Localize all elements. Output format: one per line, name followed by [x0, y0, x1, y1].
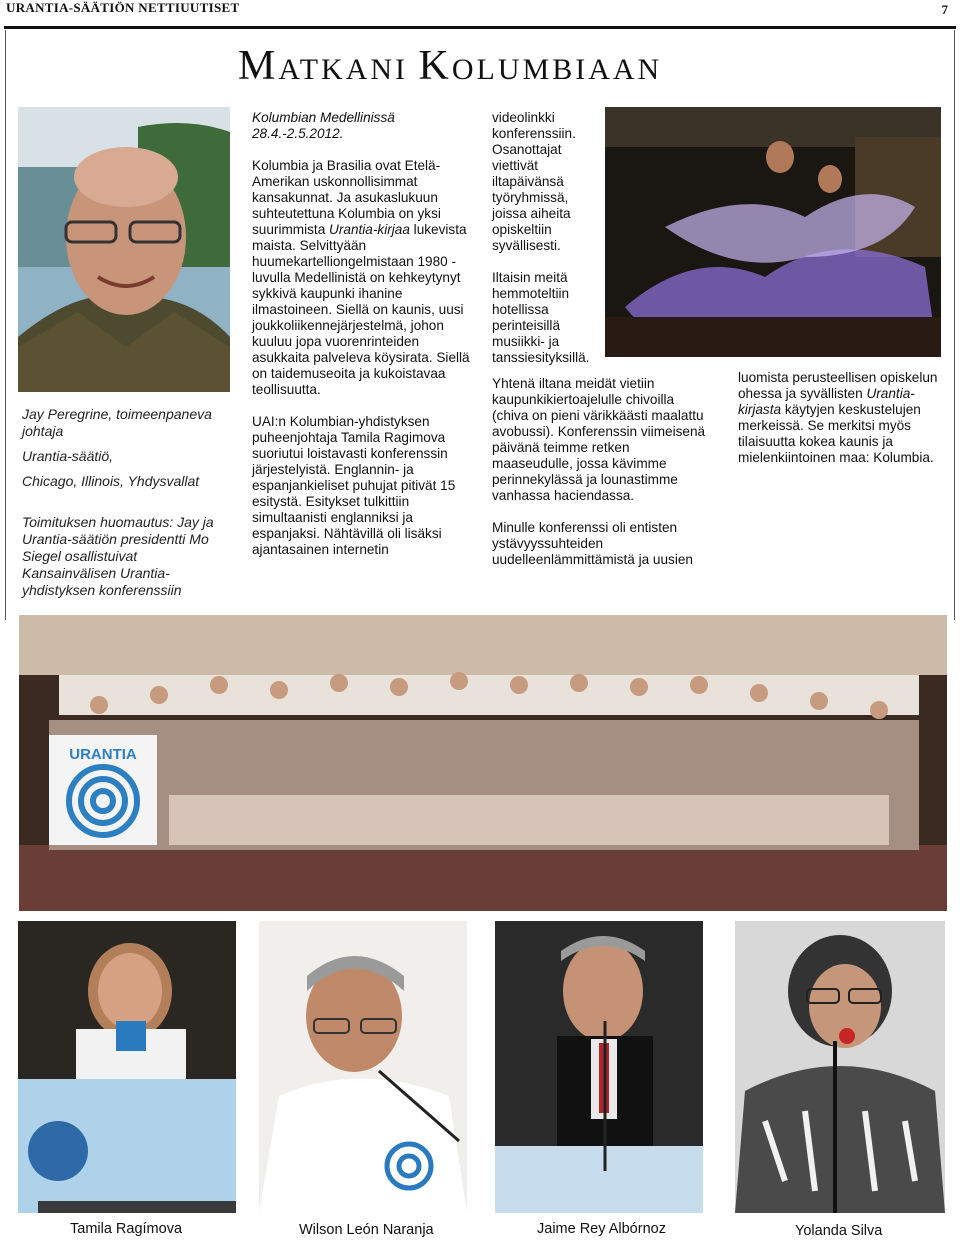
- col2-p1-text-a: Kolumbia ja Brasilia ovat Etelä-Amerikan uskonnollisimmat kansakunnat. Ja asukaslukuun suhteutettuna Kolumbia on yksi suurimmista: [252, 158, 441, 237]
- col4-p1-text-a: luomista perusteellisen opiskelun ohessa ja syvällisten: [738, 370, 938, 401]
- caption-organization: Urantia-säätiö,: [22, 448, 114, 464]
- header-rule: [4, 26, 956, 29]
- article-column-2: [252, 110, 470, 574]
- right-border: [954, 30, 955, 620]
- speaker-photo-yolanda: [735, 921, 945, 1213]
- col2-paragraph-2: UAI:n Kolumbian-yhdistyksen puheenjohtaja Tamila Ragimova suoriutui loistavasti konferenssin järjestelyistä. Englannin- ja espanjankieliset puhujat pitivät 15 esitystä. Esitykset tulkittiin simultaanisti englanniksi ja espanjaksi. Nähtävillä oli lisäksi ajantasainen internetin: [252, 414, 456, 557]
- caption-location: Chicago, Illinois, Yhdysvallat: [22, 473, 200, 489]
- title-rest-2: OLUMBIAAN: [451, 53, 663, 86]
- article-column-4: [738, 370, 938, 482]
- article-column-3-narrow: [492, 110, 602, 366]
- col3-paragraph-4: Minulle konferenssi oli entisten ystävyyssuhteiden uudelleenlämmittämistä ja uusien: [492, 520, 693, 567]
- col4-p1-text-b: käytyjen keskustelujen merkeissä. Se merkitsi myös tilaisuutta kokea kaunis ja mielenkiintoinen maa: Kolumbia.: [738, 402, 934, 465]
- speaker-name-4: Yolanda Silva: [795, 1223, 883, 1239]
- speaker-name-1: Tamila Ragímova: [70, 1221, 183, 1237]
- speaker-name-2: Wilson León Naranja: [299, 1222, 434, 1238]
- col4-p1-book-title: Urantia-kirjasta: [738, 386, 915, 417]
- title-cap-m: M: [238, 43, 279, 89]
- col3-paragraph-3: Yhtenä iltana meidät vietiin kaupunkikiertoajelulle chivoilla (chiva on pieni värikkäästi maalattu avobussi). Konferenssin viimeisenä päivänä teimme retken maaseudulle, jossa kävimme perinnekylässä ja lounastimme vanhassa haciendassa.: [492, 376, 706, 503]
- speaker-name-3: Jaime Rey Albórnoz: [537, 1221, 666, 1237]
- col2-p1-book-title: Urantia-kirjaa: [329, 222, 410, 237]
- page-number: 7: [941, 2, 948, 17]
- speaker-photo-wilson: [259, 921, 467, 1213]
- col3-paragraph-2: Iltaisin meitä hemmoteltiin hotellissa perinteisillä musiikki- ja tanssiesityksillä.: [492, 270, 590, 365]
- title-rest-1: ATKANI: [278, 53, 419, 86]
- col2-paragraph-1: [252, 158, 470, 398]
- dance-photo: [605, 107, 941, 357]
- col2-p1-text-b: lukevista maista. Selvittyään huumekartelliongelmistaan 1980 -luvulla Medellinistä on kehkeytynyt sykkivä kaupunki ihanine ilmastoineen. Siellä on kaunis, uusi joukkoliikennejärjestelmä, johon kuuluu jopa vuorenrinteiden asukkaita palveleva köysirata. Siellä on taidemuseoita ja kukoistavaa teollisuutta.: [252, 222, 470, 397]
- left-border: [5, 30, 6, 620]
- portrait-photo: [18, 107, 230, 392]
- col4-paragraph-1: [738, 370, 938, 466]
- speaker-photo-jaime: [495, 921, 703, 1213]
- publication-header: URANTIA-SÄÄTIÖN NETTIUUTISET: [6, 0, 240, 15]
- article-title: [238, 42, 662, 90]
- editor-note: Toimituksen huomautus: Jay ja Urantia-säätiön presidentti Mo Siegel osallistuivat Kansainvälisen Urantia-yhdistyksen konferenssiin: [22, 514, 214, 598]
- caption-name-title: Jay Peregrine, toimeenpaneva johtaja: [22, 406, 212, 439]
- col3-paragraph-1: videolinkki konferenssiin. Osanottajat viettivät iltapäivänsä työryhmissä, joissa aiheita opiskeltiin syvällisesti.: [492, 110, 576, 253]
- title-cap-k: K: [418, 43, 452, 89]
- urantia-banner-text: URANTIA: [69, 746, 137, 763]
- group-photo: [19, 615, 947, 911]
- article-column-3-wide: [492, 376, 706, 584]
- portrait-caption: [22, 406, 226, 607]
- dateline: Kolumbian Medellinissä 28.4.-2.5.2012.: [252, 110, 395, 141]
- speaker-photo-tamila: [18, 921, 236, 1213]
